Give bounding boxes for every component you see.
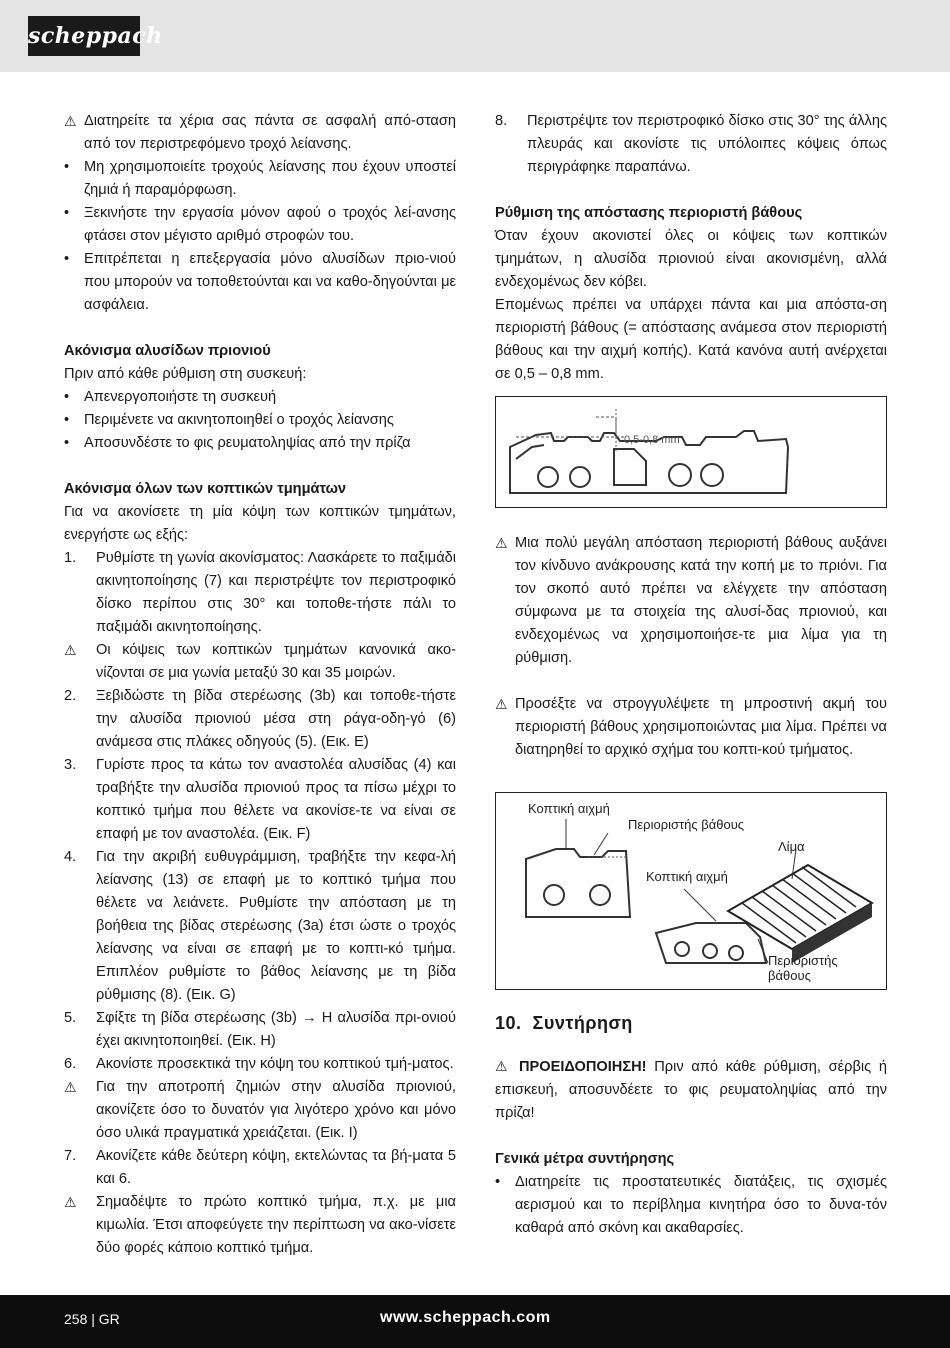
bullet: • — [64, 251, 70, 267]
step-item: 8. Περιστρέψτε τον περιστροφικό δίσκο στις 30° της άλλης πλευράς και ακονίστε τις υπόλοιπες κόψεις όπως περιγράφηκε παραπάνω. — [495, 110, 887, 179]
step-item: ⚠ Σημαδέψτε το πρώτο κοπτικό τμήμα, π.χ. με μια κιμωλία. Έτσι αποφεύγετε την περίπτωση να ακο-νίσετε δύο φορές κάποιο κοπτικό τμήμα. — [64, 1191, 456, 1260]
step-item: ⚠ Για την αποτροπή ζημιών στην αλυσίδα πριονιού, ακονίζετε όσο το δυνατόν για λιγότερο χρόνο και μόνο όσο υλικά πραγματικά χρειάζεται. (Εικ. I) — [64, 1076, 456, 1145]
safety-item: • Μη χρησιμοποιείτε τροχούς λείανσης που έχουν υποστεί ζημιά ή παραμόρφωση. — [64, 156, 456, 202]
step-number: 6. — [64, 1056, 77, 1072]
step-number: 8. — [495, 113, 508, 129]
step-item: 5. Σφίξτε τη βίδα στερέωσης (3b) → Η αλυσίδα πρι-ονιού έχει ακινητοποιηθεί. (Εικ. H) — [64, 1007, 456, 1053]
file-rounding-figure — [495, 792, 887, 990]
file-label: Λίμα — [778, 839, 805, 854]
cutting-edge-label-2: Κοπτική αιχμή — [646, 869, 728, 884]
warning-icon: ⚠ — [64, 113, 77, 129]
bullet: • — [64, 159, 70, 175]
paragraph: Για να ακονίσετε τη μία κόψη των κοπτικών τμημάτων, ενεργήστε ως εξής: — [64, 504, 456, 543]
website-link[interactable]: www.scheppach.com — [380, 1309, 551, 1326]
list-item: • Περιμένετε να ακινητοποιηθεί ο τροχός λείανσης — [64, 409, 456, 432]
step-item: 6. Ακονίστε προσεκτικά την κόψη του κοπτικού τμή-ματος. — [64, 1053, 456, 1076]
warning-icon: ⚠ — [495, 1058, 512, 1074]
section-heading: Ακόνισμα όλων των κοπτικών τμημάτων — [64, 481, 347, 497]
warning-icon: ⚠ — [64, 1079, 77, 1095]
warning-icon: ⚠ — [495, 535, 508, 551]
list-item: • Διατηρείτε τις προστατευτικές διατάξεις, τις σχισμές αερισμού και το περίβλημα κινητήρα όσο το δυνα-τόν καθαρά από σκόνη και ακαθαρσίες. — [495, 1171, 887, 1240]
safety-item: ⚠ Διατηρείτε τα χέρια σας πάντα σε ασφαλή από-σταση από τον περιστρεφόμενο τροχό λείανσης. — [64, 110, 456, 156]
header-bar — [0, 0, 950, 72]
left-column — [64, 110, 456, 1260]
paragraph: Επομένως πρέπει να υπάρχει πάντα και μια απόστα-ση περιοριστή βάθους (= απόστασης ανάμεσα στον περιοριστή βάθους και την αιχμή κοπής). Κατά κανόνα αυτή ανέρχεται σε 0,5 – 0,8 mm. — [495, 297, 887, 382]
warning-item: ⚠ Προσέξτε να στρογγυλέψετε τη μπροστινή ακμή του περιοριστή βάθους χρησιμοποιώντας μια λίμα. Πρέπει να διατηρηθεί το αρχικό σχήμα του κοπτι-κού τμήματος. — [495, 693, 887, 762]
paragraph: Όταν έχουν ακονιστεί όλες οι κόψεις των κοπτικών τμημάτων, η αλυσίδα πριονιού είναι ακονισμένη, αλλά ενδεχομένως δεν κόβει. — [495, 228, 887, 290]
step-number: 1. — [64, 550, 77, 566]
page-number: 258 | GR — [64, 1311, 120, 1327]
warning-item: ⚠ Μια πολύ μεγάλη απόσταση περιοριστή βάθους αυξάνει τον κίνδυνο ανάκρουσης κατά την κοπή με το πριόνι. Για τον σκοπό αυτό πρέπει να ελέγχετε την απόσταση σύμφωνα με τα στοιχεία της αλυσί-δας πριονιού, και ενδεχομένως να χρησιμοποιήσε-τε μια λίμα για τη ρύθμιση. — [495, 532, 887, 670]
brand-logo: scheppach — [28, 16, 140, 56]
section-title — [495, 1012, 887, 1035]
step-number: 3. — [64, 757, 77, 773]
step-item: 7. Ακονίζετε κάθε δεύτερη κόψη, εκτελώντας τα βή-ματα 5 και 6. — [64, 1145, 456, 1191]
step-item: 4. Για την ακριβή ευθυγράμμιση, τραβήξτε την κεφα-λή λείανσης (13) σε επαφή με το κοπτικό τμήμα που θέλετε να λειάνετε. Ρυθμίστε την απόσταση με τη βοήθεια της βίδας στερέωσης (3a) έτσι ώστε ο τροχός λείανσης να είναι σε επαφή με το κοπτι-κό τμήμα. Επιπλέον ρυθμίστε το βάθος λείανσης με τη βίδα ρύθμισης (8). (Εικ. G) — [64, 846, 456, 1007]
chain-tooth-diagram — [496, 397, 886, 507]
warning-label: ΠΡΟΕΙΔΟΠΟΙΗΣΗ! — [519, 1059, 647, 1075]
bullet: • — [64, 389, 70, 405]
depth-gauge-label: 0,5-0,8 mm — [624, 434, 680, 446]
list-item: • Απενεργοποιήστε τη συσκευή — [64, 386, 456, 409]
bullet: • — [495, 1174, 501, 1190]
section-number: 10. — [495, 1013, 522, 1033]
step-item: 1. Ρυθμίστε τη γωνία ακονίσματος: Λασκάρετε το παξιμάδι ακινητοποίησης (7) και περιστρέψτε τον περιστροφικό δίσκο περίπου στις 30° και τοποθε-τήστε πάλι το παξιμάδι ακινητοποίησης. — [64, 547, 456, 639]
section-heading: Ρύθμιση της απόστασης περιοριστή βάθους — [495, 205, 803, 221]
depth-limiter-label: Περιοριστής βάθους — [628, 817, 745, 832]
cutting-edge-label: Κοπτική αιχμή — [528, 801, 610, 816]
step-number: 2. — [64, 688, 77, 704]
step-item: 2. Ξεβιδώστε τη βίδα στερέωσης (3b) και τοποθε-τήστε την αλυσίδα πριονιού μέσα στη ράγα-οδη-γό (6) ανάμεσα στις πλάκες οδηγούς (5). (Εικ. E) — [64, 685, 456, 754]
paragraph: Πριν από κάθε ρύθμιση στη συσκευή: — [64, 366, 307, 382]
warning-icon: ⚠ — [495, 696, 508, 712]
step-item: 3. Γυρίστε προς τα κάτω τον αναστολέα αλυσίδας (4) και τραβήξτε την αλυσίδα πριονιού προς τα πίσω μέχρι το κοπτικό τμήμα που θέλετε να ακονίσε-τε να είναι σε επαφή με τον αναστολέα. (Εικ. F) — [64, 754, 456, 846]
section-heading: Ακόνισμα αλυσίδων πριονιού — [64, 343, 271, 359]
depth-gauge-figure — [495, 396, 887, 508]
bullet: • — [64, 412, 70, 428]
right-column — [495, 110, 887, 1240]
warning-icon: ⚠ — [64, 642, 77, 658]
warning-icon: ⚠ — [64, 1194, 77, 1210]
depth-limiter-label-2b: βάθους — [768, 968, 811, 983]
section-title-text: Συντήρηση — [532, 1013, 633, 1033]
bullet: • — [64, 205, 70, 221]
step-number: 7. — [64, 1148, 77, 1164]
step-number: 4. — [64, 849, 77, 865]
safety-item: • Ξεκινήστε την εργασία μόνον αφού ο τροχός λεί-ανσης φτάσει στον μέγιστο αριθμό στροφών του. — [64, 202, 456, 248]
footer-bar — [0, 1295, 950, 1348]
list-item: • Αποσυνδέστε το φις ρευματοληψίας από την πρίζα — [64, 432, 456, 455]
depth-limiter-label-2a: Περιοριστής — [768, 953, 838, 968]
warning-paragraph: ⚠ ΠΡΟΕΙΔΟΠΟΙΗΣΗ! Πριν από κάθε ρύθμιση, σέρβις ή επισκευή, αποσυνδέετε το φις ρευματοληψίας από την πρίζα! — [495, 1058, 887, 1121]
safety-item: • Επιτρέπεται η επεξεργασία μόνο αλυσίδων πριο-νιού που μπορούν να τοποθετούνται και να καθο-δηγούνται με ασφάλεια. — [64, 248, 456, 317]
bullet: • — [64, 435, 70, 451]
step-item: ⚠ Οι κόψεις των κοπτικών τμημάτων κανονικά ακο-νίζονται σε μια γωνία μεταξύ 30 και 35 μοιρών. — [64, 639, 456, 685]
section-heading: Γενικά μέτρα συντήρησης — [495, 1151, 675, 1167]
step-number: 5. — [64, 1010, 77, 1026]
